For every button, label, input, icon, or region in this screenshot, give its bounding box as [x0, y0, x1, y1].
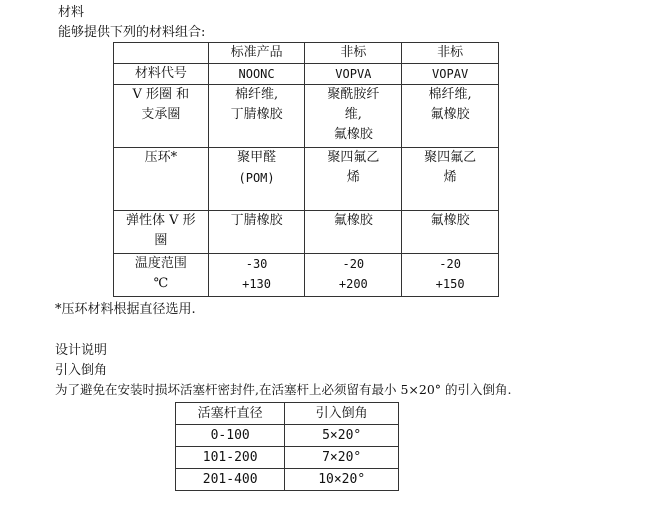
text-line: 氟橡胶: [430, 213, 470, 228]
table-cell: [305, 148, 402, 211]
text-line: 温度范围: [134, 256, 187, 271]
text-line: NOONC: [238, 67, 275, 81]
table-cell: [208, 148, 305, 211]
table-header-row: [114, 43, 499, 64]
table-cell: [402, 254, 499, 297]
text-line: 棉纤维,: [235, 87, 279, 102]
header-cell-empty: [114, 43, 209, 64]
table-cell: [208, 254, 305, 297]
table-cell: [402, 148, 499, 211]
text-line: 聚酰胺纤: [327, 87, 380, 102]
section-heading-materials: 材料: [58, 5, 85, 20]
row-label: [114, 85, 209, 148]
text-line: 聚四氟乙: [327, 150, 380, 165]
header-cell: 标准产品: [208, 43, 305, 64]
table-row: [114, 254, 499, 297]
header-cell: 非标: [402, 43, 499, 64]
text-line: 材料代号: [134, 66, 187, 81]
text-line: -20: [342, 257, 365, 271]
table-cell: [208, 64, 305, 85]
text-line: 维,: [344, 107, 362, 122]
table-cell: [208, 211, 305, 254]
section-heading-chamfer: 引入倒角: [55, 363, 108, 378]
table-row: [114, 211, 499, 254]
table-cell: 7×20°: [285, 447, 399, 469]
table-row: [176, 447, 399, 469]
text-line: 烯: [443, 170, 457, 185]
text-line: 聚四氟乙: [424, 150, 477, 165]
table-cell: 201-400: [176, 469, 285, 491]
table-cell: [402, 211, 499, 254]
header-cell: 引入倒角: [285, 403, 399, 425]
table-cell: 10×20°: [285, 469, 399, 491]
materials-intro: 能够提供下列的材料组合:: [58, 25, 206, 40]
table-header-row: [176, 403, 399, 425]
table-cell: [305, 254, 402, 297]
table-row: [176, 425, 399, 447]
row-label: [114, 64, 209, 85]
table-row: [176, 469, 399, 491]
text-line: 压环*: [144, 150, 178, 165]
text-line: 氟橡胶: [333, 127, 373, 142]
chamfer-description: 为了避免在安装时损坏活塞杆密封件,在活塞杆上必须留有最小 5×20° 的引入倒角.: [55, 382, 512, 397]
table-cell: [208, 85, 305, 148]
text-line: +130: [242, 277, 272, 291]
materials-table: [113, 42, 499, 297]
text-line: V 形圈 和: [132, 87, 190, 102]
text-line: 烯: [346, 170, 360, 185]
table-row: [114, 148, 499, 211]
section-heading-design: 设计说明: [55, 343, 108, 358]
text-line: VOPAV: [432, 67, 469, 81]
text-line: ℃: [153, 276, 169, 291]
text-line: +200: [338, 277, 368, 291]
text-line: 氟橡胶: [430, 107, 470, 122]
row-label: [114, 254, 209, 297]
text-line: 支承圈: [141, 107, 181, 122]
text-line: 丁腈橡胶: [230, 107, 283, 122]
footnote: *压环材料根据直径选用.: [55, 302, 196, 317]
text-line: 圈: [154, 233, 168, 248]
table-cell: [305, 64, 402, 85]
table-cell: 101-200: [176, 447, 285, 469]
row-label: [114, 211, 209, 254]
text-line: 弹性体 V 形: [126, 213, 196, 228]
table-cell: 5×20°: [285, 425, 399, 447]
text-line: 棉纤维,: [428, 87, 472, 102]
text-line: (POM): [238, 171, 275, 185]
table-cell: [402, 64, 499, 85]
text-line: 丁腈橡胶: [230, 213, 283, 228]
text-line: +150: [435, 277, 465, 291]
table-cell: [305, 85, 402, 148]
text-line: -30: [245, 257, 268, 271]
table-cell: [305, 211, 402, 254]
chamfer-table: [175, 402, 399, 491]
header-cell: 非标: [305, 43, 402, 64]
header-cell: 活塞杆直径: [176, 403, 285, 425]
table-row: [114, 85, 499, 148]
text-line: VOPVA: [335, 67, 372, 81]
text-line: -20: [439, 257, 461, 271]
row-label: [114, 148, 209, 211]
text-line: 氟橡胶: [333, 213, 373, 228]
table-row: [114, 64, 499, 85]
text-line: 聚甲醛: [237, 150, 277, 165]
table-cell: [402, 85, 499, 148]
table-cell: 0-100: [176, 425, 285, 447]
